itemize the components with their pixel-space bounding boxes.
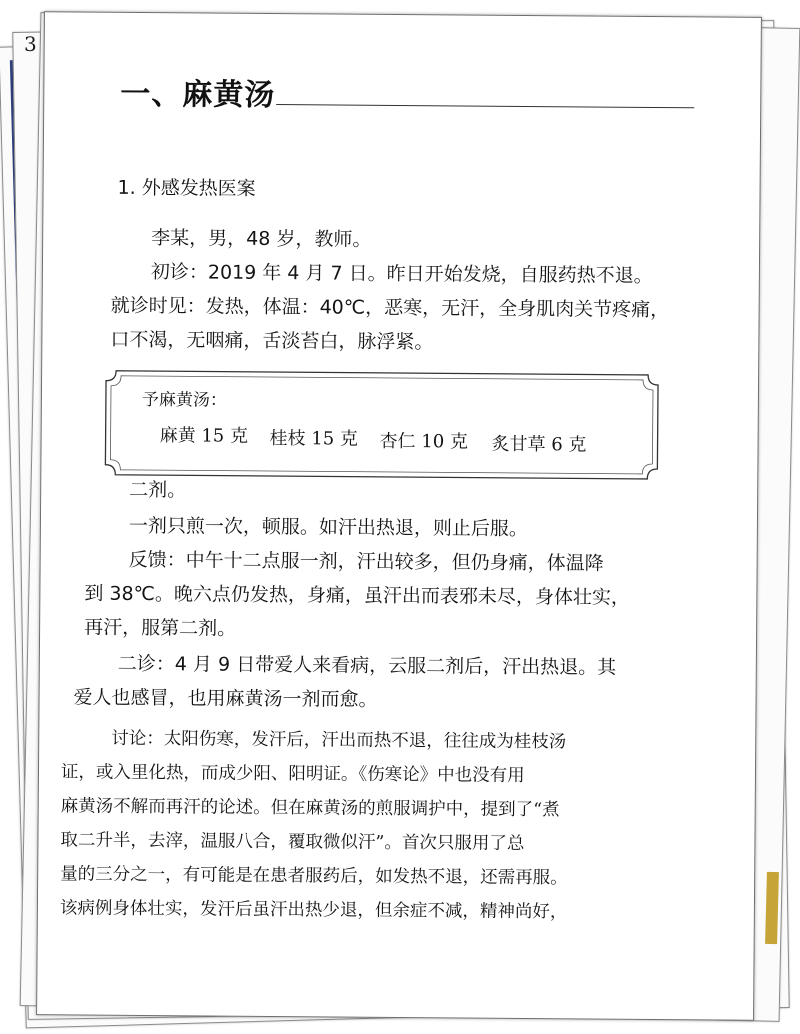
title-underline — [276, 104, 694, 108]
discussion-line: 取二升半，去滓，温服八合，覆取微似汗”。首次只服用了总 — [60, 830, 525, 854]
discussion-line: 讨论：太阳伤寒，发汗后，汗出而热不退，往往成为桂枝汤 — [111, 728, 567, 753]
herb-name: 麻黄 — [159, 425, 196, 447]
page-corner-mark: 3 — [24, 32, 37, 56]
herb-name: 桂枝 — [269, 427, 306, 450]
first-visit-line: 初诊：2019 年 4 月 7 日。昨日开始发烧，自服药热不退。 — [150, 261, 653, 287]
section-heading: 1. 外感发热医案 — [117, 176, 256, 200]
discussion-line: 证，或入里化热，而成少阳、阳明证。《伤寒论》中也没有用 — [60, 762, 525, 786]
herb-dose: 15 克 — [201, 425, 249, 447]
discussion-line: 该病例身体壮实，发汗后虽汗出热少退，但余症不减，精神尚好， — [59, 898, 568, 923]
herb-dose: 6 克 — [551, 434, 587, 456]
feedback-line: 反馈：中午十二点服一剂，汗出较多，但仍身痛，体温降 — [128, 548, 604, 575]
feedback-line: 到 38℃。晚六点仍发热，身痛，虽汗出而表邪未尽，身体壮实， — [84, 582, 631, 609]
feedback-line: 再汗，服第二剂。 — [84, 616, 237, 640]
discussion-line: 量的三分之一，有可能是在患者服药后，如发热不退，还需再服。 — [60, 864, 568, 889]
second-visit-line: 二诊：4 月 9 日带爱人来看病，云服二剂后，汗出热退。其 — [117, 652, 617, 679]
herb-item — [160, 421, 249, 448]
second-visit-line: 爱人也感冒，也用麻黄汤一剂而愈。 — [73, 686, 378, 711]
herb-item — [379, 427, 468, 454]
discussion-line: 麻黄汤不解而再汗的论述。但在麻黄汤的煎服调护中，提到了“煮 — [60, 796, 560, 821]
patient-info: 李某，男，48 岁，教师。 — [151, 227, 372, 251]
herb-dose: 10 克 — [421, 431, 469, 453]
herb-dose: 15 克 — [311, 428, 359, 450]
herb-item — [491, 430, 586, 457]
herb-name: 炙甘草 — [491, 433, 546, 456]
page-title: 一、麻黄汤 — [120, 76, 276, 114]
dose-count: 二剂。 — [129, 478, 187, 502]
herb-name: 杏仁 — [379, 430, 416, 453]
decoction-method: 一剂只煎一次，顿服。如汗出热退，则止后服。 — [128, 514, 529, 541]
prescription-title: 予麻黄汤： — [141, 389, 227, 411]
book-cover-edge — [765, 872, 779, 944]
first-visit-line: 就诊时见：发热，体温：40℃，恶寒，无汗，全身肌肉关节疼痛， — [110, 294, 670, 322]
herb-item — [270, 424, 359, 451]
first-visit-line: 口不渴，无咽痛，舌淡苔白，脉浮紧。 — [110, 328, 434, 354]
document-page — [36, 11, 762, 1021]
